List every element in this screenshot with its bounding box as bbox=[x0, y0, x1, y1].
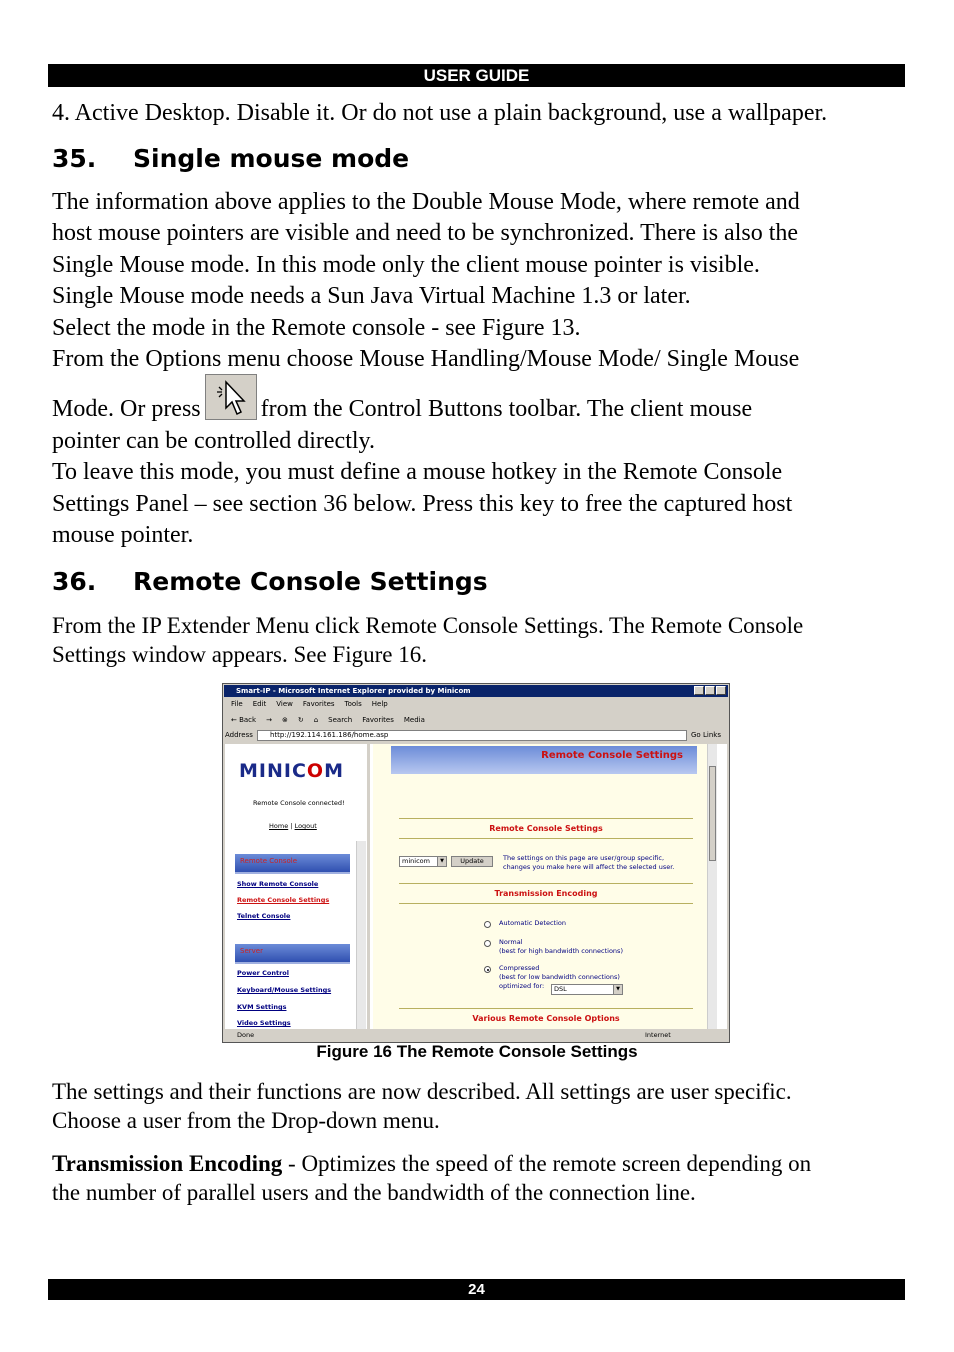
text-line: host mouse pointers are visible and need to be synchronized. There is also the bbox=[52, 220, 799, 247]
text-line: Single Mouse mode needs a Sun Java Virtual Machine 1.3 or later. bbox=[52, 283, 691, 310]
section-title: Remote Console Settings bbox=[133, 567, 488, 596]
section-number: 36. bbox=[52, 567, 97, 596]
forward-button[interactable]: → bbox=[266, 716, 272, 724]
minimize-icon[interactable] bbox=[694, 686, 704, 695]
stop-icon[interactable]: ⊗ bbox=[281, 716, 288, 724]
text-line: The information above applies to the Double Mouse Mode, where remote and bbox=[52, 189, 800, 215]
text-line: the number of parallel users and the bandwidth of the connection line. bbox=[52, 1180, 696, 1205]
nav-kvm-settings[interactable]: KVM Settings bbox=[237, 1003, 287, 1011]
nav-power-control[interactable]: Power Control bbox=[237, 969, 289, 977]
scrollbar-thumb[interactable] bbox=[709, 766, 716, 861]
status-zone: Internet bbox=[645, 1031, 671, 1039]
radio-compressed[interactable] bbox=[484, 966, 491, 973]
window-titlebar bbox=[224, 685, 728, 697]
home-logout-links bbox=[269, 822, 317, 830]
optimized-select[interactable]: DSL ▼ bbox=[551, 984, 623, 995]
figure-screenshot bbox=[222, 683, 730, 1043]
window-title: Smart-IP - Microsoft Internet Explorer provided by Minicom bbox=[236, 687, 471, 695]
paragraph-leave-mode bbox=[52, 426, 912, 552]
radio-automatic[interactable] bbox=[484, 921, 491, 928]
home-link[interactable]: Home bbox=[269, 822, 289, 830]
paragraph-transmission-encoding bbox=[52, 1149, 912, 1207]
text-line: The settings and their functions are now described. All settings are user specific. bbox=[52, 1079, 792, 1104]
favorites-button[interactable]: Favorites bbox=[362, 716, 394, 724]
text-fragment: - Optimizes the speed of the remote screen depending on bbox=[282, 1151, 812, 1176]
text-line: To leave this mode, you must define a mouse hotkey in the Remote Console bbox=[52, 459, 783, 486]
menu-help[interactable]: Help bbox=[371, 700, 388, 708]
status-done: Done bbox=[237, 1031, 255, 1039]
home-icon[interactable]: ⌂ bbox=[313, 716, 319, 724]
paragraph-remote-console bbox=[52, 611, 912, 669]
browser-menubar bbox=[225, 699, 388, 710]
paragraph-single-mouse bbox=[52, 187, 912, 375]
text-line: Single Mouse mode. In this mode only the client mouse pointer is visible. bbox=[52, 251, 760, 278]
header-bar: USER GUIDE bbox=[48, 64, 905, 87]
text-line: Settings window appears. See Figure 16. bbox=[52, 642, 427, 667]
section-number: 35. bbox=[52, 144, 97, 173]
label-normal: Normal (best for high bandwidth connections) bbox=[499, 938, 623, 955]
chevron-down-icon: ▼ bbox=[437, 857, 446, 866]
connection-status: Remote Console connected! bbox=[253, 799, 345, 807]
menu-tools[interactable]: Tools bbox=[344, 700, 362, 708]
term-transmission-encoding: Transmission Encoding bbox=[52, 1151, 283, 1176]
browser-toolbar bbox=[225, 713, 425, 727]
section-title: Single mouse mode bbox=[133, 144, 410, 173]
label-automatic: Automatic Detection bbox=[499, 919, 566, 927]
label-compressed: Compressed (best for low bandwidth connections) optimized for: bbox=[499, 964, 620, 990]
text-line: From the IP Extender Menu click Remote Console Settings. The Remote Console bbox=[52, 613, 804, 638]
text-line: mouse pointer. bbox=[52, 522, 194, 549]
links-button[interactable]: Links bbox=[703, 731, 721, 739]
footer-bar: 24 bbox=[48, 1279, 905, 1300]
go-button[interactable]: Go bbox=[691, 731, 701, 739]
nav-keyboard-mouse-settings[interactable]: Keyboard/Mouse Settings bbox=[237, 986, 332, 994]
search-button[interactable]: Search bbox=[328, 716, 353, 724]
left-frame bbox=[225, 744, 370, 1029]
logout-link[interactable]: Logout bbox=[294, 822, 317, 830]
figure-caption: Figure 16 The Remote Console Settings bbox=[316, 1042, 638, 1061]
address-label: Address bbox=[225, 731, 253, 739]
left-scrollbar[interactable] bbox=[356, 841, 366, 1029]
menu-file[interactable]: File bbox=[231, 700, 243, 708]
maximize-icon[interactable] bbox=[705, 686, 715, 695]
radio-normal[interactable] bbox=[484, 940, 491, 947]
window-controls bbox=[694, 686, 726, 695]
text-line: From the Options menu choose Mouse Handling/Mouse Mode/ Single Mouse bbox=[52, 346, 800, 373]
single-mouse-button-icon bbox=[205, 374, 257, 420]
menu-view[interactable]: View bbox=[276, 700, 293, 708]
settings-note: The settings on this page are user/group specific, changes you make here will affect the selected user. bbox=[503, 854, 675, 871]
nav-video-settings[interactable]: Video Settings bbox=[237, 1019, 291, 1027]
section-36-heading bbox=[52, 567, 488, 596]
list-item-active-desktop: 4. Active Desktop. Disable it. Or do not use a plain background, use a wallpaper. bbox=[52, 100, 828, 126]
nav-telnet-console[interactable]: Telnet Console bbox=[237, 912, 291, 920]
settings-title: Remote Console Settings bbox=[399, 818, 693, 839]
text-line: pointer can be controlled directly. bbox=[52, 428, 375, 454]
user-select[interactable]: minicom ▼ bbox=[399, 856, 447, 867]
right-frame bbox=[373, 744, 717, 1029]
various-options-title: Various Remote Console Options bbox=[399, 1008, 693, 1028]
text-fragment: from the Control Buttons toolbar. The client mouse bbox=[260, 396, 753, 422]
nav-remote-console-settings[interactable]: Remote Console Settings bbox=[237, 896, 330, 904]
paragraph-settings-desc bbox=[52, 1077, 912, 1135]
text-fragment: Mode. Or press bbox=[52, 396, 201, 422]
text-line bbox=[52, 1149, 912, 1178]
minicom-logo: MINICOM bbox=[239, 760, 344, 782]
back-button[interactable]: ← Back bbox=[231, 716, 257, 724]
text-line: Settings Panel – see section 36 below. Press this key to free the captured host bbox=[52, 490, 793, 517]
text-line: Choose a user from the Drop-down menu. bbox=[52, 1108, 440, 1133]
nav-heading-remote-console: Remote Console bbox=[235, 854, 350, 874]
press-line bbox=[52, 374, 912, 432]
close-icon[interactable] bbox=[716, 686, 726, 695]
status-bar bbox=[225, 1030, 727, 1041]
update-button[interactable]: Update bbox=[451, 856, 493, 867]
address-input[interactable]: http://192.114.161.186/home.asp bbox=[257, 730, 687, 741]
media-button[interactable]: Media bbox=[403, 716, 425, 724]
nav-show-remote-console[interactable]: Show Remote Console bbox=[237, 880, 319, 888]
nav-heading-server: Server bbox=[235, 944, 350, 964]
section-35-heading bbox=[52, 144, 409, 173]
address-bar bbox=[225, 729, 727, 742]
link-separator: | bbox=[290, 822, 293, 830]
encoding-title: Transmission Encoding bbox=[399, 883, 693, 904]
refresh-icon[interactable]: ↻ bbox=[297, 716, 304, 724]
right-scrollbar[interactable] bbox=[707, 744, 717, 1029]
text-line: Select the mode in the Remote console - see Figure 13. bbox=[52, 314, 581, 341]
menu-favorites[interactable]: Favorites bbox=[302, 700, 335, 708]
page-banner: Remote Console Settings bbox=[391, 746, 697, 774]
web-page bbox=[225, 744, 727, 1029]
chevron-down-icon: ▼ bbox=[613, 985, 622, 994]
menu-edit[interactable]: Edit bbox=[252, 700, 267, 708]
